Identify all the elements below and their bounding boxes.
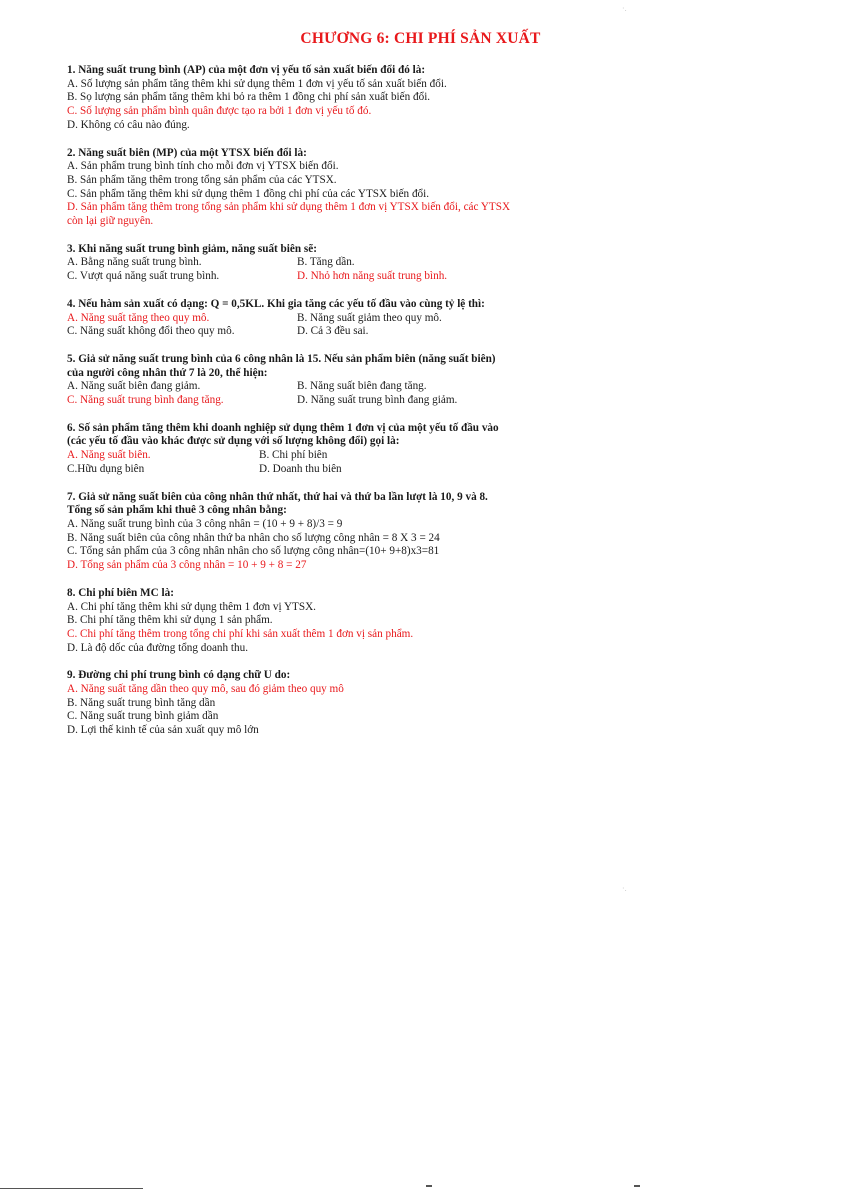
answer-option: B. Sản phẩm tăng thêm trong tổng sản phẩm của các YTSX.	[67, 173, 337, 186]
answer-option: D. Là độ dốc của đường tổng doanh thu.	[67, 641, 248, 654]
answer-row	[67, 256, 587, 270]
answer-option: B. Năng suất trung bình tăng dần	[67, 696, 216, 709]
chapter-title: CHƯƠNG 6: CHI PHÍ SẢN XUẤT	[300, 30, 541, 47]
answer-row	[67, 449, 587, 463]
question-4	[67, 298, 587, 339]
question-stem: 3. Khi năng suất trung bình giảm, năng suất biên sẽ:	[67, 242, 317, 255]
answer-option-correct: C. Chi phí tăng thêm trong tổng chi phí khi sản xuất thêm 1 đơn vị sản phẩm.	[67, 627, 414, 640]
answer-option: A. Năng suất trung bình của 3 công nhân = (10 + 9 + 8)/3 = 9	[67, 517, 343, 530]
answer-option: A. Sản phẩm trung bình tính cho mỗi đơn vị YTSX biến đổi.	[67, 160, 339, 173]
answer-option: B. Năng suất biên của công nhân thứ ba nhân cho số lượng công nhân = 8 X 3 = 24	[67, 531, 440, 544]
answer-option-correct: D. Nhỏ hơn năng suất trung bình.	[297, 270, 448, 283]
question-stem: 8. Chi phí biên MC là:	[67, 586, 174, 599]
question-stem: (các yếu tố đầu vào khác được sử dụng với số lượng không đổi) gọi là:	[67, 435, 400, 448]
answer-option: C. Sản phẩm tăng thêm khi sử dụng thêm 1 đồng chi phí của các YTSX biến đổi.	[67, 187, 430, 200]
answer-option-correct: A. Năng suất tăng theo quy mô.	[67, 311, 210, 324]
answer-option: D. Năng suất trung bình đang giảm.	[297, 394, 458, 407]
answer-option: D. Lợi thế kinh tế của sản xuất quy mô lớn	[67, 724, 259, 737]
answer-option-correct: D. Sản phẩm tăng thêm trong tổng sản phẩm khi sử dụng thêm 1 đơn vị YTSX biến đổi, các YTSX	[67, 201, 511, 214]
answer-row	[67, 463, 587, 477]
question-stem: 4. Nếu hàm sản xuất có dạng: Q = 0,5KL. Khi gia tăng các yếu tố đầu vào cùng tỷ lệ thì:	[67, 297, 485, 310]
answer-option: B. Năng suất giảm theo quy mô.	[297, 311, 442, 324]
answer-option: A. Số lượng sản phẩm tăng thêm khi sử dụng thêm 1 đơn vị yếu tố sản xuất biến đổi.	[67, 77, 447, 90]
answer-option: A. Chi phí tăng thêm khi sử dụng thêm 1 đơn vị YTSX.	[67, 600, 316, 613]
answer-option-correct: D. Tổng sản phẩm của 3 công nhân = 10 + 9 + 8 = 27	[67, 559, 307, 572]
bottom-rule-left	[0, 1188, 143, 1189]
bottom-tick-middle	[426, 1185, 432, 1187]
question-8	[67, 587, 587, 656]
question-stem: của người công nhân thứ 7 là 20, thể hiện:	[67, 366, 268, 379]
question-7	[67, 491, 587, 573]
answer-option: B. Sọ lượng sản phẩm tăng thêm khi bỏ ra thêm 1 đồng chi phí sản xuất biến đổi.	[67, 91, 431, 104]
answer-option: B. Chi phí tăng thêm khi sử dụng 1 sản phẩm.	[67, 614, 273, 627]
answer-row	[67, 394, 587, 408]
answer-option: A. Năng suất biên đang giảm.	[67, 380, 201, 393]
answer-option: C.Hữu dụng biên	[67, 462, 145, 475]
answer-option: C. Vượt quá năng suất trung bình.	[67, 270, 220, 283]
question-9	[67, 669, 587, 738]
answer-option: A. Bằng năng suất trung bình.	[67, 256, 202, 269]
answer-option: D. Không có câu nào đúng.	[67, 118, 190, 131]
answer-row	[67, 312, 587, 326]
answer-option: B. Chi phí biên	[259, 449, 328, 462]
question-list	[67, 64, 587, 752]
answer-option: C. Năng suất trung bình giảm dần	[67, 710, 219, 723]
answer-option-correct: C. Năng suất trung bình đang tăng.	[67, 394, 224, 407]
answer-option: D. Doanh thu biên	[259, 462, 342, 475]
question-stem: 5. Giả sử năng suất trung bình của 6 công nhân là 15. Nếu sản phẩm biên (năng suất biên)	[67, 352, 496, 365]
question-6	[67, 422, 587, 477]
question-5	[67, 353, 587, 408]
question-stem: 7. Giả sử năng suất biên của công nhân thứ nhất, thứ hai và thứ ba lần lượt là 10, 9 và 8.	[67, 490, 488, 503]
answer-row	[67, 270, 587, 284]
answer-row	[67, 380, 587, 394]
answer-option-correct: A. Năng suất tăng dần theo quy mô, sau đó giảm theo quy mô	[67, 683, 344, 696]
question-stem: 9. Đường chi phí trung bình có dạng chữ U do:	[67, 669, 291, 682]
corner-mark-top: ·.	[622, 4, 627, 13]
question-stem: 2. Năng suất biên (MP) của một YTSX biến đổi là:	[67, 146, 307, 159]
corner-mark-bottom: ·.	[622, 884, 627, 893]
answer-option: D. Cả 3 đều sai.	[297, 325, 369, 338]
answer-option: C. Năng suất không đổi theo quy mô.	[67, 325, 235, 338]
question-stem: Tổng số sản phẩm khi thuê 3 công nhân bằng:	[67, 504, 287, 517]
answer-option-correct: còn lại giữ nguyên.	[67, 215, 154, 228]
bottom-tick-right	[634, 1185, 640, 1187]
answer-option-correct: C. Số lượng sản phẩm bình quân được tạo ra bởi 1 đơn vị yếu tố đó.	[67, 105, 372, 118]
question-1	[67, 64, 587, 133]
question-3	[67, 243, 587, 284]
answer-option: C. Tổng sản phẩm của 3 công nhân nhân cho số lượng công nhân=(10+ 9+8)x3=81	[67, 545, 440, 558]
answer-row	[67, 325, 587, 339]
answer-option: B. Năng suất biên đang tăng.	[297, 380, 427, 393]
question-stem: 6. Số sản phẩm tăng thêm khi doanh nghiệp sử dụng thêm 1 đơn vị của một yếu tố đầu vào	[67, 421, 499, 434]
question-stem: 1. Năng suất trung bình (AP) của một đơn vị yếu tố sản xuất biến đổi đó là:	[67, 64, 426, 76]
answer-option: B. Tăng dần.	[297, 256, 355, 269]
question-2	[67, 147, 587, 229]
answer-option-correct: A. Năng suất biên.	[67, 449, 151, 462]
